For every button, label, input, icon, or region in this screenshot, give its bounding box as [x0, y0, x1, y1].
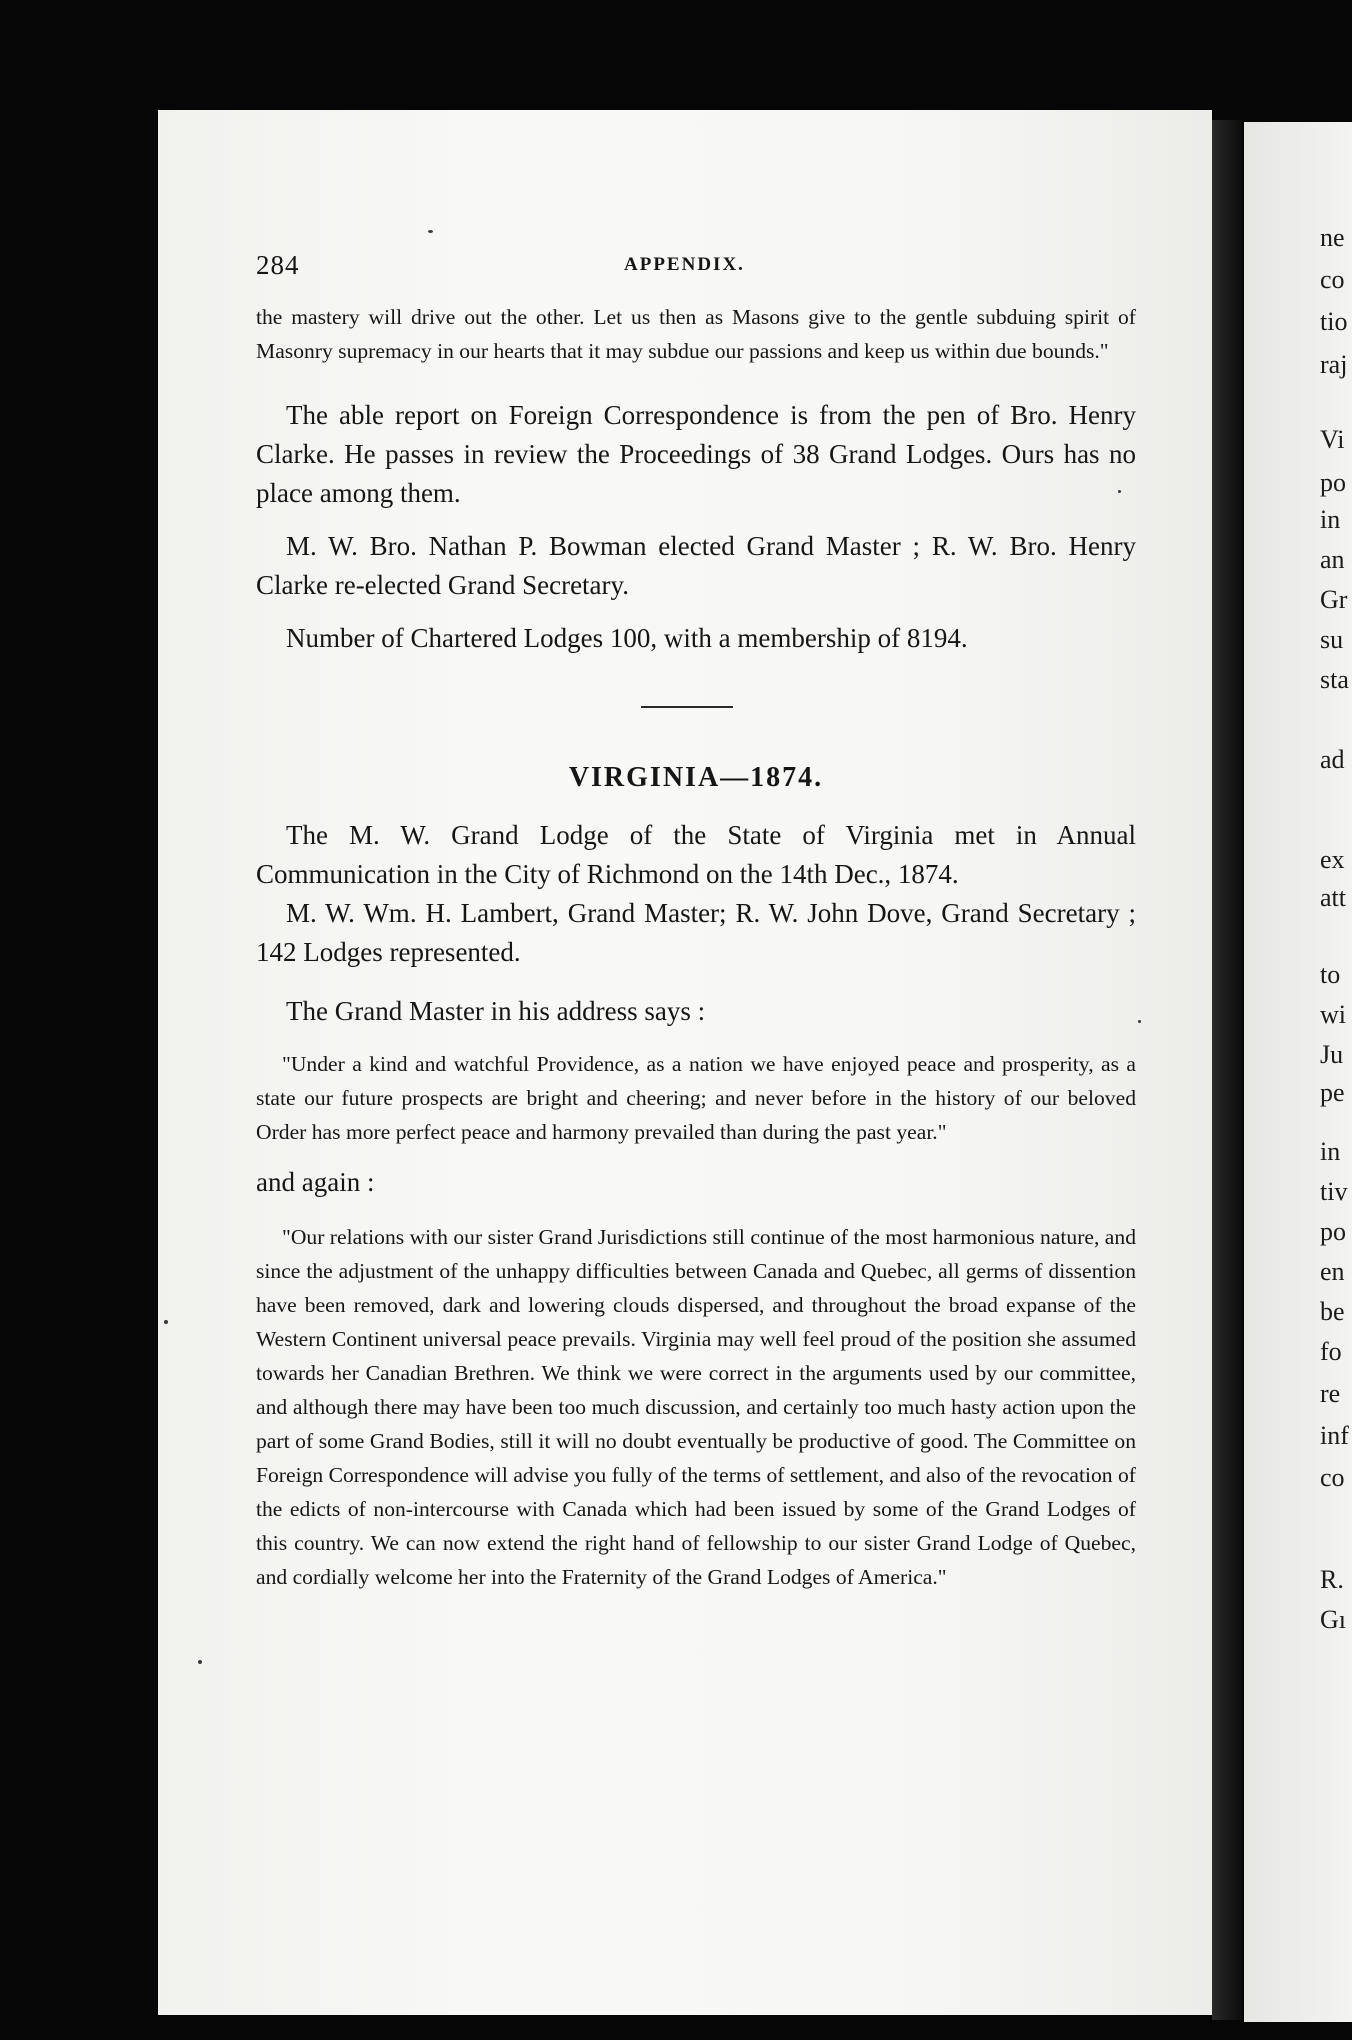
page-number: 284 — [256, 250, 300, 280]
facing-page-text-fragment: Ju — [1320, 1040, 1344, 1069]
facing-page-text-fragment: en — [1320, 1257, 1345, 1286]
facing-page-text-fragment: tio — [1320, 307, 1348, 336]
paragraph-and-again: and again : — [256, 1167, 375, 1197]
facing-page-text-fragment: inf — [1320, 1421, 1349, 1450]
facing-page-text-fragment: co — [1320, 265, 1345, 294]
facing-page-text-fragment: an — [1320, 545, 1345, 574]
paragraph-chartered-lodges: Number of Chartered Lodges 100, with a membership of 8194. — [286, 623, 968, 653]
quote-providence: "Under a kind and watchful Providence, as a nation we have enjoyed peace and prosperity, as a state our future prospects are bright and cheering; and never before in the history of our beloved Order has more perfect peace and harmony prevailed than during the past year." — [256, 1052, 1136, 1144]
facing-page-text-fragment: ex — [1320, 845, 1345, 874]
facing-page-text-fragment: fo — [1320, 1337, 1342, 1366]
scan-speck — [164, 1320, 168, 1324]
paragraph-grand-lodge-met: The M. W. Grand Lodge of the State of Virginia met in Annual Communication in the City of Richmond on the 14th Dec., 1874. — [256, 820, 1136, 889]
facing-page-text-fragment: Gı — [1320, 1605, 1346, 1634]
facing-page-text-fragment: su — [1320, 625, 1344, 654]
paragraph-foreign-correspondence: The able report on Foreign Correspondence is from the pen of Bro. Henry Clarke. He passes in review the Proceedings of 38 Grand Lodges. Ours has no place among them. — [256, 400, 1136, 508]
facing-page-text-fragment: re — [1320, 1379, 1341, 1408]
facing-page-text-fragment: ad — [1320, 745, 1345, 774]
facing-page-text-fragment: sta — [1320, 665, 1349, 694]
facing-page-text-fragment: raj — [1320, 350, 1348, 379]
facing-page-text-fragment: att — [1320, 883, 1346, 912]
facing-page-text-fragment: Gr — [1320, 585, 1348, 614]
facing-page-text-fragment: po — [1320, 468, 1346, 497]
facing-page-text-fragment: in — [1320, 505, 1341, 534]
scan-speck — [428, 230, 433, 233]
paragraph-grand-master: M. W. Wm. H. Lambert, Grand Master; R. W. John Dove, Grand Secretary ; 142 Lodges represented. — [256, 898, 1136, 967]
facing-page-text-fragment: co — [1320, 1463, 1345, 1492]
quote-continuation: the mastery will drive out the other. Let us then as Masons give to the gentle subduing spirit of Masonry supremacy in our hearts that it may subdue our passions and keep us within due bounds." — [256, 305, 1136, 363]
facing-page-text-fragment: wi — [1320, 1000, 1346, 1029]
book-gutter — [1212, 120, 1242, 2020]
facing-page-text-fragment: ne — [1320, 223, 1345, 252]
page-body — [256, 300, 1136, 1594]
scan-speck — [198, 1660, 202, 1664]
paragraph-address-intro: The Grand Master in his address says : — [286, 996, 706, 1026]
page-header — [256, 250, 1056, 290]
paragraph-officers-elected: M. W. Bro. Nathan P. Bowman elected Grand Master ; R. W. Bro. Henry Clarke re-elected Grand Secretary. — [256, 531, 1136, 600]
scan-speck — [1138, 1020, 1141, 1023]
quote-sister-jurisdictions: "Our relations with our sister Grand Jurisdictions still continue of the most harmonious nature, and since the adjustment of the unhappy difficulties between Canada and Quebec, all germs of dissention have been removed, dark and lowering clouds dispersed, and throughout the broad expanse of the Western Continent universal peace prevails. Virginia may well feel proud of the position she assumed towards her Canadian Brethren. We think we were correct in the arguments used by our committee, and although there may have been too much discussion, and certainly too much hasty action upon the part of some Grand Bodies, still it will no doubt eventually be productive of good. The Committee on Foreign Correspondence will advise you fully of the terms of settlement, and also of the revocation of the edicts of non-intercourse with Canada which had been issued by some of the Grand Lodges of this country. We can now extend the right hand of fellowship to our sister Grand Lodge of Quebec, and cordially welcome her into the Fraternity of the Grand Lodges of America." — [256, 1225, 1136, 1589]
book-page — [158, 110, 1212, 2015]
facing-page-text-fragment: pe — [1320, 1078, 1345, 1107]
facing-page-text-fragment: be — [1320, 1297, 1345, 1326]
facing-page-text-fragment: po — [1320, 1217, 1346, 1246]
facing-page-text-fragment: R. — [1320, 1565, 1344, 1594]
scan-speck — [1118, 490, 1121, 493]
facing-page-text-fragment: in — [1320, 1137, 1341, 1166]
facing-page-text-fragment: Vi — [1320, 425, 1345, 454]
facing-page-text-fragment: tiv — [1320, 1177, 1348, 1206]
facing-page-edge — [1244, 122, 1352, 2022]
facing-page-text-fragment: to — [1320, 960, 1341, 989]
section-divider — [641, 706, 733, 708]
running-head: APPENDIX. — [624, 254, 745, 275]
section-title: VIRGINIA—1874. — [568, 762, 824, 793]
